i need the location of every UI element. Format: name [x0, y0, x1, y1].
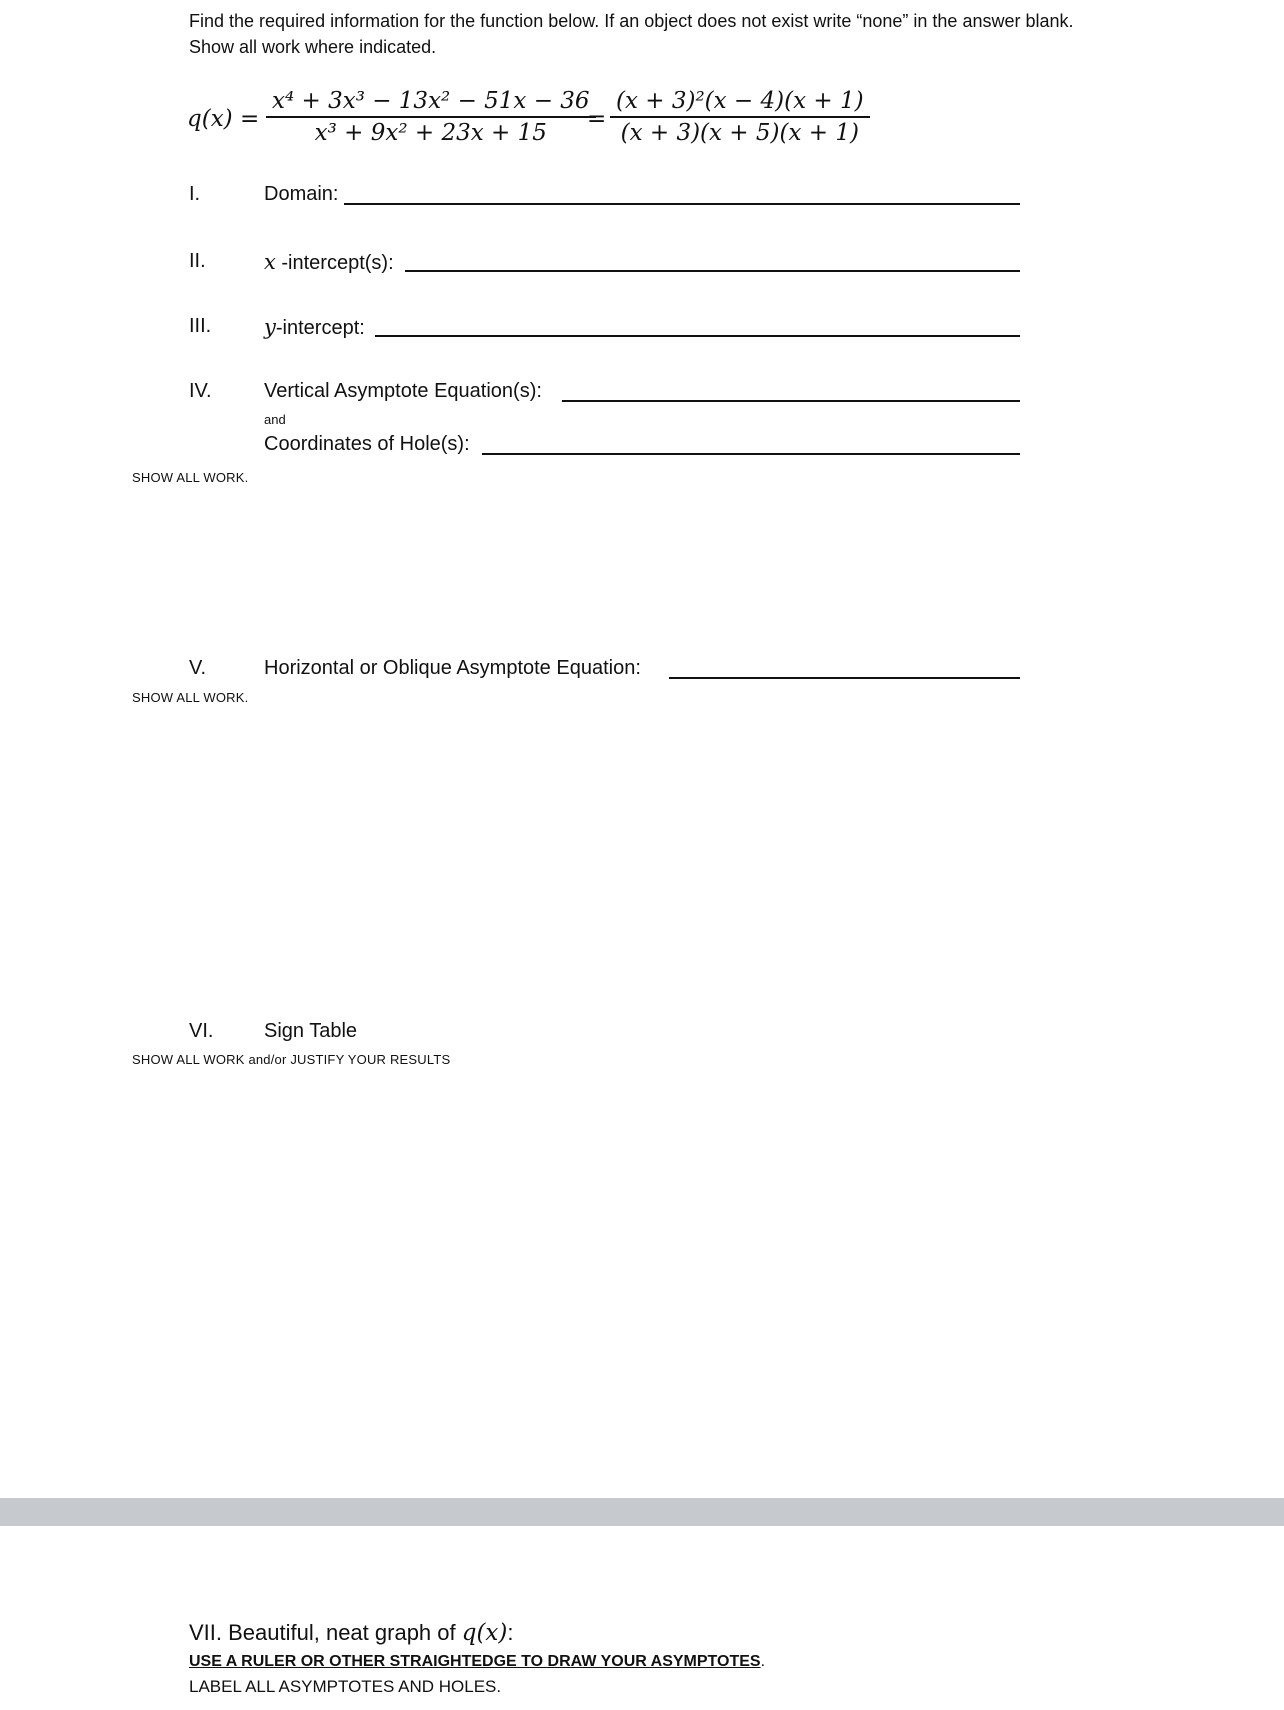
and-connector: and — [264, 412, 286, 427]
y-intercept-answer-blank[interactable] — [375, 335, 1020, 337]
x-variable: x — [264, 250, 276, 274]
domain-label: Domain: — [264, 183, 339, 205]
graph-heading-math: q(x) — [461, 1620, 508, 1646]
graph-heading-suffix: : — [507, 1620, 514, 1645]
holes-label: Coordinates of Hole(s): — [264, 433, 470, 455]
numeral-vi: VI. — [189, 1020, 214, 1042]
x-intercepts-text: -intercept(s): — [275, 252, 394, 274]
function-numerator: x⁴ + 3x³ − 13x² − 51x − 36 — [272, 88, 590, 114]
graph-heading-prefix: VII. Beautiful, neat graph of — [189, 1620, 462, 1645]
y-intercept-text: -intercept: — [275, 317, 365, 339]
factored-denominator: (x + 3)(x + 5)(x + 1) — [620, 119, 859, 146]
factored-numerator: (x + 3)²(x − 4)(x + 1) — [616, 88, 864, 114]
label-note: LABEL ALL ASYMPTOTES AND HOLES. — [189, 1677, 502, 1696]
numeral-ii: II. — [189, 250, 206, 272]
x-intercepts-label — [264, 250, 394, 275]
vertical-asymptote-label: Vertical Asymptote Equation(s): — [264, 380, 542, 402]
vertical-asymptote-answer-blank[interactable] — [562, 400, 1020, 402]
ruler-note-text: USE A RULER OR OTHER STRAIGHTEDGE TO DRAW YOUR ASYMPTOTES — [189, 1653, 761, 1670]
ruler-note — [189, 1653, 765, 1671]
horizontal-asymptote-answer-blank[interactable] — [669, 677, 1020, 679]
holes-answer-blank[interactable] — [482, 453, 1020, 455]
graph-heading — [189, 1620, 514, 1646]
x-intercepts-answer-blank[interactable] — [405, 270, 1020, 272]
instructions-line-2: Show all work where indicated. — [189, 37, 437, 57]
function-lhs: q(x) = — [187, 106, 260, 132]
sign-table-label: Sign Table — [264, 1020, 358, 1042]
page-separator — [0, 1498, 1284, 1526]
show-work-note-v: SHOW ALL WORK. — [132, 690, 249, 705]
ruler-note-period: . — [760, 1653, 766, 1670]
show-work-note-iv: SHOW ALL WORK. — [132, 470, 249, 485]
instructions-line-1: Find the required information for the function below. If an object does not exist write “none” in the answer blank. — [189, 11, 1074, 31]
function-fraction — [266, 86, 596, 148]
numeral-i: I. — [189, 183, 201, 205]
function-denominator: x³ + 9x² + 23x + 15 — [314, 119, 547, 146]
horizontal-asymptote-label: Horizontal or Oblique Asymptote Equation: — [264, 657, 641, 679]
equals-sign: = — [587, 106, 607, 132]
factored-fraction — [610, 86, 870, 148]
domain-answer-blank[interactable] — [344, 203, 1020, 205]
numeral-iii: III. — [189, 315, 212, 337]
y-variable: y — [264, 315, 276, 339]
y-intercept-label — [264, 315, 365, 340]
numeral-v: V. — [189, 657, 207, 679]
show-work-note-vi: SHOW ALL WORK and/or JUSTIFY YOUR RESULTS — [132, 1052, 451, 1067]
numeral-iv: IV. — [189, 380, 212, 402]
